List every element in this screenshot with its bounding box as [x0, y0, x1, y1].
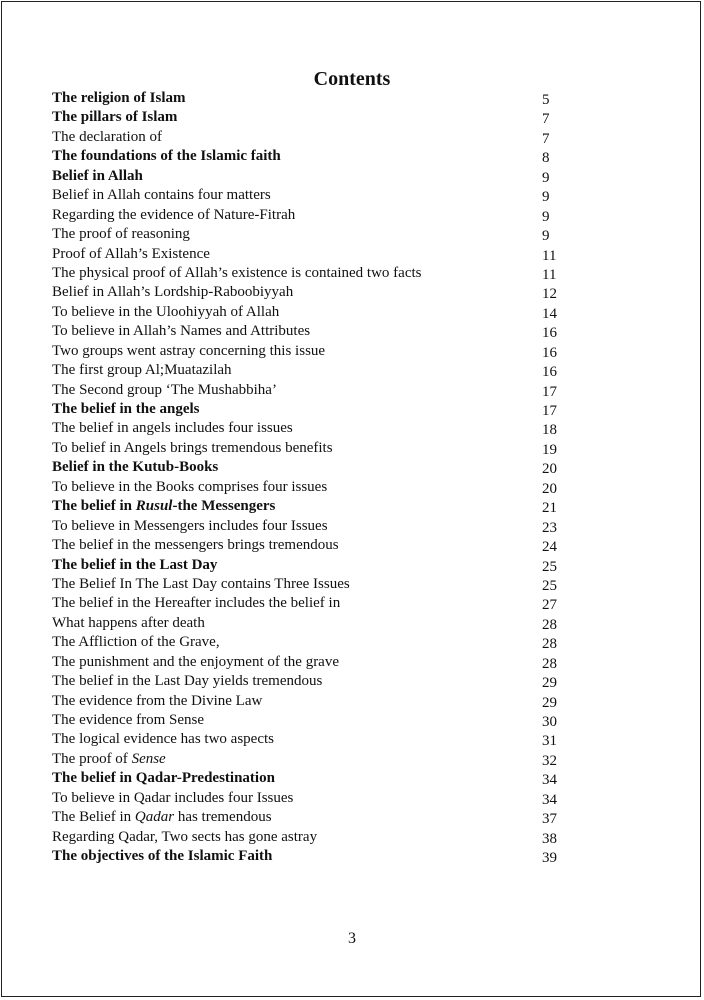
toc-entry	[52, 264, 562, 283]
toc-entry-title: The religion of Islam	[52, 90, 186, 106]
toc-entry-title: Belief in Allah	[52, 167, 143, 184]
toc-entry-page: 37	[542, 811, 557, 828]
toc-entry	[52, 672, 562, 691]
toc-entry-title: Belief in the Kutub-Books	[52, 459, 219, 476]
toc-entry-page: 9	[542, 228, 550, 245]
toc-entry-page: 29	[542, 675, 557, 692]
toc-entry	[52, 283, 562, 302]
toc-entry	[52, 497, 562, 516]
toc-entry-page: 38	[542, 830, 557, 847]
toc-entry-page: 34	[542, 772, 557, 789]
toc-entry-title: To believe in Qadar includes four Issues	[52, 789, 294, 806]
toc-entry	[52, 556, 562, 575]
table-of-contents	[52, 89, 562, 867]
page-number: 3	[348, 930, 356, 947]
toc-entry-title: Regarding Qadar, Two sects has gone astray	[52, 828, 318, 845]
toc-entry	[52, 536, 562, 555]
toc-entry-page: 25	[542, 577, 557, 594]
toc-entry-page: 8	[542, 150, 550, 167]
toc-entry-page: 21	[542, 500, 557, 517]
toc-entry	[52, 769, 562, 788]
toc-entry-title: The belief in the Last Day	[52, 556, 218, 573]
toc-entry-title: The Belief In The Last Day contains Three Issues	[52, 575, 350, 592]
toc-entry-title: The belief in angels includes four issues	[52, 420, 293, 437]
toc-entry	[52, 206, 562, 225]
toc-entry-page: 18	[542, 422, 557, 439]
toc-entry-page: 9	[542, 189, 550, 206]
toc-entry-page: 11	[542, 247, 557, 264]
toc-entry-title: The declaration of	[52, 128, 162, 145]
toc-entry-title: To believe in Allah’s Names and Attributes	[52, 323, 311, 340]
toc-entry-title: Two groups went astray concerning this issue	[52, 342, 326, 359]
toc-entry	[52, 711, 562, 730]
toc-entry	[52, 614, 562, 633]
toc-entry	[52, 342, 562, 361]
toc-entry	[52, 381, 562, 400]
toc-entry-title	[52, 497, 275, 516]
toc-entry	[52, 400, 562, 419]
toc-entry-title-italic: Qadar	[134, 809, 175, 826]
toc-entry-title	[52, 750, 166, 769]
toc-entry-page: 28	[542, 636, 557, 653]
toc-entry-title: To believe in the Books comprises four issues	[52, 478, 328, 495]
toc-entry-title: The objectives of the Islamic Faith	[52, 848, 273, 865]
toc-entry-title: The Affliction of the Grave,	[52, 634, 220, 651]
toc-entry-title: The evidence from the Divine Law	[52, 692, 263, 709]
toc-entry-title: The punishment and the enjoyment of the grave	[52, 653, 339, 670]
toc-entry-title: Belief in Allah’s Lordship-Raboobiyyah	[52, 284, 294, 301]
toc-entry-title: The pillars of Islam	[52, 109, 178, 126]
toc-entry-title-part: The belief in	[52, 498, 136, 515]
toc-entry-title-italic: Sense	[131, 750, 166, 767]
toc-entry-title-part: The proof of	[52, 750, 132, 767]
toc-entry	[52, 322, 562, 341]
toc-entry-page: 5	[542, 92, 550, 108]
toc-entry-page: 14	[542, 305, 557, 322]
toc-entry	[52, 108, 562, 127]
toc-entry	[52, 828, 562, 847]
toc-entry-title: The first group Al;Muatazilah	[52, 362, 232, 379]
toc-entry	[52, 808, 562, 827]
toc-entry-page: 31	[542, 733, 557, 750]
toc-entry-page: 12	[542, 286, 557, 303]
toc-entry-title: The proof of reasoning	[52, 226, 190, 243]
toc-entry	[52, 594, 562, 613]
toc-entry-title-part: The Belief in	[52, 809, 135, 826]
toc-entry-title: The evidence from Sense	[52, 712, 205, 728]
toc-entry-page: 29	[542, 694, 557, 711]
toc-entry	[52, 517, 562, 536]
toc-entry	[52, 147, 562, 166]
toc-entry-page: 27	[542, 597, 557, 614]
toc-entry-title: To believe in the Uloohiyyah of Allah	[52, 303, 280, 320]
toc-entry-page: 28	[542, 655, 557, 672]
toc-entry-page: 24	[542, 539, 557, 556]
toc-entry	[52, 692, 562, 711]
toc-entry	[52, 458, 562, 477]
toc-entry-title: The foundations of the Islamic faith	[52, 148, 281, 165]
toc-entry	[52, 303, 562, 322]
toc-entry-title: The belief in the angels	[52, 401, 200, 417]
toc-entry-page: 11	[542, 266, 557, 283]
toc-entry-title-part: -the Messengers	[172, 498, 276, 515]
toc-entry-title: The logical evidence has two aspects	[52, 731, 274, 748]
toc-entry-title: The belief in Qadar-Predestination	[52, 770, 275, 787]
toc-entry	[52, 633, 562, 652]
toc-entry	[52, 225, 562, 244]
toc-entry-title: To believe in Messengers includes four Issues	[52, 517, 328, 534]
toc-entry	[52, 730, 562, 749]
toc-entry-title: Regarding the evidence of Nature-Fitrah	[52, 206, 296, 223]
toc-entry-title: The belief in the Hereafter includes the belief in	[52, 595, 341, 612]
toc-entry	[52, 478, 562, 497]
toc-entry-title	[52, 808, 272, 827]
toc-entry-page: 9	[542, 208, 550, 225]
toc-entry-page: 28	[542, 616, 557, 633]
toc-entry-title: What happens after death	[52, 614, 205, 631]
toc-entry	[52, 419, 562, 438]
toc-entry-page: 34	[542, 791, 557, 808]
toc-entry-page: 17	[542, 403, 557, 419]
toc-entry-page: 25	[542, 558, 557, 575]
toc-entry-page: 19	[542, 441, 557, 458]
toc-entry-page: 30	[542, 714, 557, 730]
toc-entry-title: Proof of Allah’s Existence	[52, 245, 210, 262]
toc-entry-page: 16	[542, 325, 557, 342]
toc-entry	[52, 186, 562, 205]
toc-entry-page: 20	[542, 480, 557, 497]
toc-entry-page: 16	[542, 344, 557, 361]
toc-entry-title-part: has tremendous	[174, 809, 272, 826]
toc-entry-title: The belief in the messengers brings tremendous	[52, 537, 339, 554]
toc-entry-page: 16	[542, 364, 557, 381]
toc-entry-title: The Second group ‘The Mushabbiha’	[52, 381, 277, 398]
toc-entry-page: 39	[542, 850, 557, 867]
toc-entry-title: To belief in Angels brings tremendous benefits	[52, 439, 333, 456]
toc-entry-page: 23	[542, 519, 557, 536]
toc-entry	[52, 847, 562, 866]
toc-entry-title-italic: Rusul	[135, 498, 173, 515]
toc-entry-title: The belief in the Last Day yields tremendous	[52, 673, 323, 690]
toc-entry	[52, 789, 562, 808]
toc-entry-title: Belief in Allah contains four matters	[52, 187, 271, 204]
toc-entry-page: 9	[542, 169, 550, 186]
toc-entry	[52, 361, 562, 380]
toc-entry	[52, 439, 562, 458]
toc-entry	[52, 750, 562, 769]
toc-entry	[52, 245, 562, 264]
toc-entry	[52, 653, 562, 672]
toc-entry-page: 32	[542, 752, 557, 769]
toc-entry	[52, 89, 562, 108]
toc-entry-page: 7	[542, 130, 550, 147]
toc-entry	[52, 128, 562, 147]
page-title: Contents	[313, 68, 391, 90]
toc-entry-title: The physical proof of Allah’s existence is contained two facts	[52, 264, 422, 281]
toc-entry-page: 20	[542, 461, 557, 478]
toc-entry	[52, 167, 562, 186]
toc-entry-page: 7	[542, 111, 550, 128]
toc-entry-page: 17	[542, 383, 557, 400]
toc-entry	[52, 575, 562, 594]
